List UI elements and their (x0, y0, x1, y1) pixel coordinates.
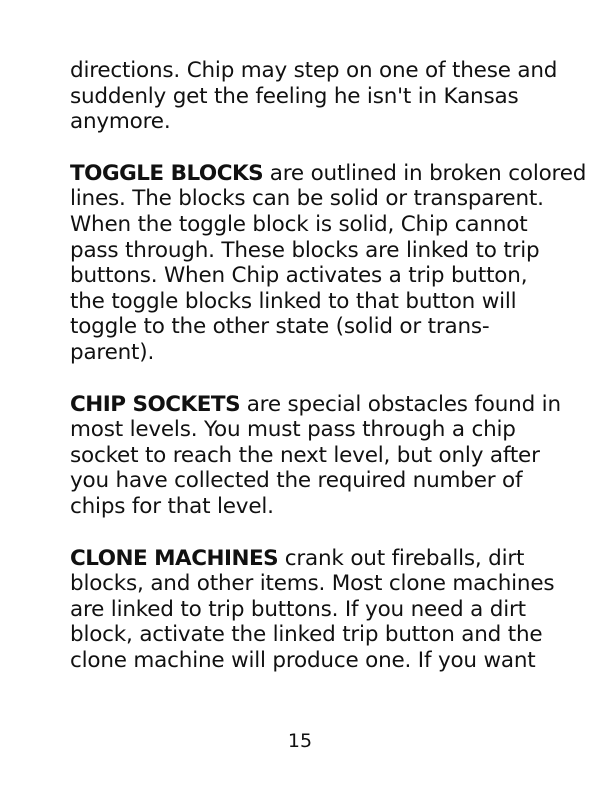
text-line: clone machine will produce one. If you want (70, 647, 536, 673)
text-line: socket to reach the next level, but only after (70, 442, 540, 468)
text-line: chips for that level. (70, 493, 274, 519)
page-number: 15 (287, 730, 313, 752)
text-line: suddenly get the feeling he isn't in Kansas (70, 83, 519, 109)
term-toggle-blocks: TOGGLE BLOCKS (70, 160, 264, 186)
term-clone-machines: CLONE MACHINES (70, 545, 279, 571)
text-line: you have collected the required number of (70, 468, 523, 494)
text-line: buttons. When Chip activates a trip button, (70, 263, 528, 289)
text-line (70, 391, 561, 418)
text-line: blocks, and other items. Most clone machines (70, 571, 555, 597)
text-line: toggle to the other state (solid or trans- (70, 314, 490, 340)
paragraph-toggle-blocks (70, 160, 587, 366)
manual-page (70, 58, 587, 699)
text-fragment: are special obstacles found in (240, 391, 561, 417)
text-fragment: crank out fireballs, dirt (278, 545, 525, 571)
text-line: block, activate the linked trip button and the (70, 622, 543, 648)
text-fragment: are outlined in broken colored (263, 160, 587, 186)
text-line: lines. The blocks can be solid or transparent. (70, 186, 544, 212)
paragraph-intro (70, 58, 558, 135)
text-line: most levels. You must pass through a chip (70, 417, 516, 443)
text-line: anymore. (70, 109, 171, 135)
text-line: are linked to trip buttons. If you need a dirt (70, 596, 526, 622)
paragraph-clone-machines (70, 545, 555, 674)
term-chip-sockets: CHIP SOCKETS (70, 391, 241, 417)
text-line: pass through. These blocks are linked to trip (70, 237, 540, 263)
text-line (70, 160, 587, 187)
text-line: parent). (70, 339, 155, 365)
text-line: When the toggle block is solid, Chip cannot (70, 211, 528, 237)
text-line (70, 546, 540, 572)
text-line: directions. Chip may step on one of these and (70, 58, 558, 83)
text-line: the toggle blocks linked to that button will (70, 288, 517, 314)
paragraph-chip-sockets (70, 391, 561, 520)
